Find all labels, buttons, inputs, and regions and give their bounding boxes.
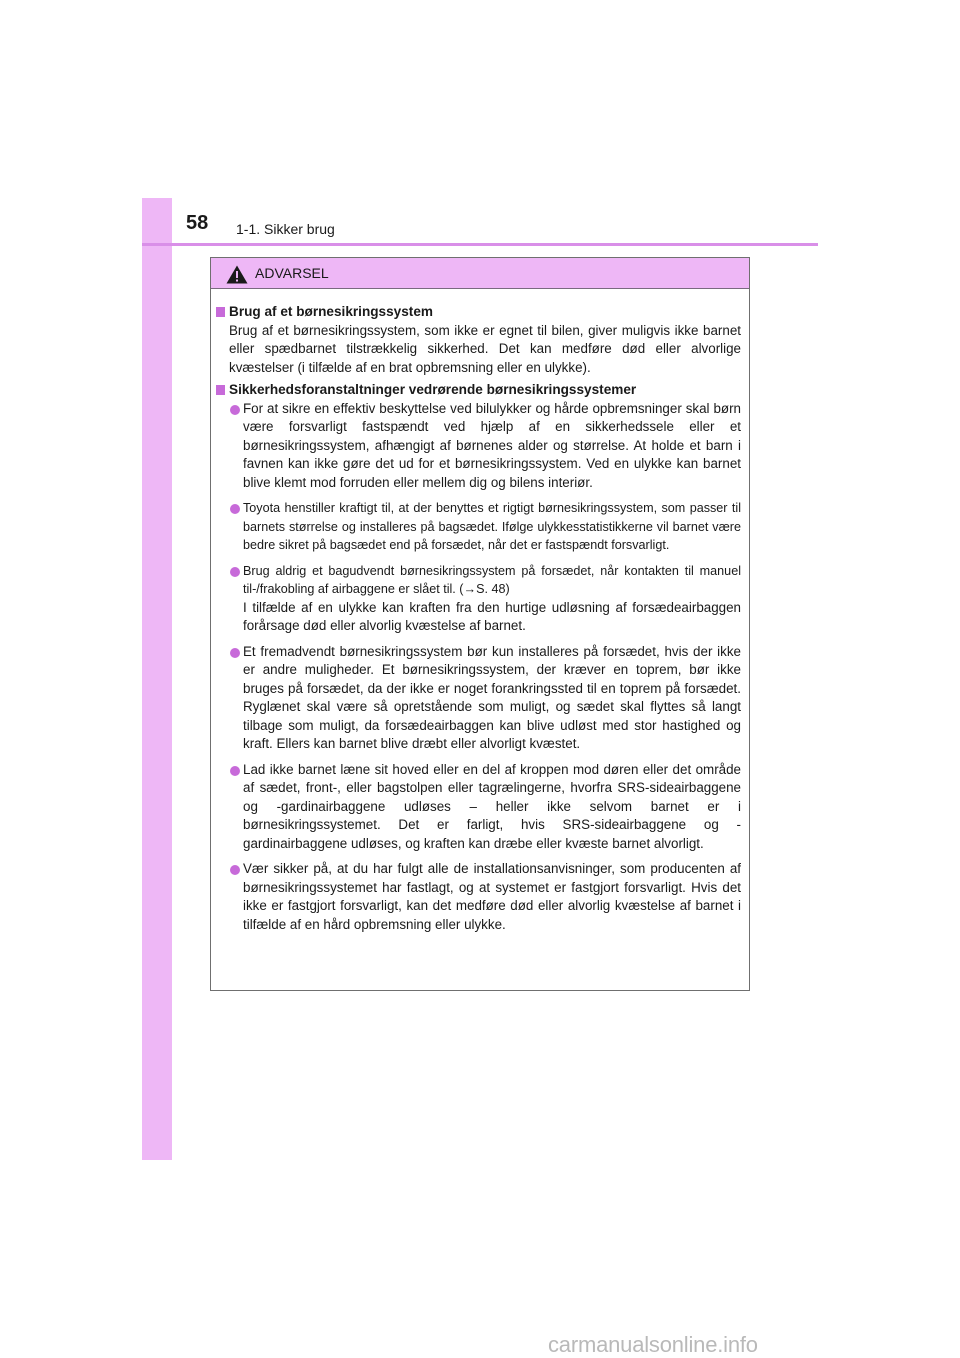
bullet-item-2: Toyota henstiller kraftigt til, at der benyttes et rigtigt børnesikringssystem, som passer til barnets størrelse og installeres på bagsædet. Ifølge ulykkesstatistikkerne vil barnet være bedre sikret på bagsædet end på forsædet, når det er fastspændt forsvarligt. [216,499,741,555]
bullet-item-1: For at sikre en effektiv beskyttelse ved bilulykker og hårde opbremsninger skal børn være forsvarligt fastspændt ved hjælp af en sikkerhedssele eller et børnesikringssystem, afhængigt af børnenes alder og størrelse. At holde et barn i favnen kan ikke gøre det ud for et børnesikringssystem. Ved en ulykke kan barnet blive klemt mod forruden eller mellem dig og bilens interiør. [216,400,741,493]
section-title: 1-1. Sikker brug [236,221,335,237]
circle-bullet-icon [230,865,240,875]
square-bullet-icon [216,307,225,317]
warning-header [211,258,749,289]
header-rule [142,243,818,246]
bullet-item-4: Et fremadvendt børnesikringssystem bør kun installeres på forsædet, hvis der ikke er andre muligheder. Et børnesikringssystem, der kræver en toprem, bør ikke bruges på forsædet, da der ikke er noget forankringssted til en toprem på forsædet. Ryglænet skal være så opretstående som muligt, og sædet skal flyttes så langt tilbage som muligt, da forsædeairbaggen kan blive udløst med stor hastighed og kraft. Ellers kan barnet blive dræbt eller alvorligt kvæstet. [216,643,741,754]
bullet-item-6: Vær sikker på, at du har fulgt alle de installationsanvisninger, som producenten af børnesikringssystemet har fastlagt, og at systemet er fastgjort forsvarligt. Hvis det ikke er fastgjort forsvarligt, kan det medføre død eller alvorlig kvæstelse af barnet i tilfælde af en hård opbremsning eller ulykke. [216,860,741,934]
circle-bullet-icon [230,567,240,577]
page-number: 58 [186,212,209,234]
section-heading-1: Brug af et børnesikringssystem [216,303,741,322]
section-text-1: Brug af et børnesikringssystem, som ikke er egnet til bilen, giver muligvis ikke barnet eller spædbarnet tilstrækkelig sikkerhed. Det kan medføre død eller alvorlige kvæstelser (i tilfælde af en brat opbremsning eller en ulykke). [229,322,741,375]
warning-title: ADVARSEL [255,265,329,281]
circle-bullet-icon [230,405,240,415]
circle-bullet-icon [230,648,240,658]
square-bullet-icon [216,385,225,395]
section-heading-2: Sikkerhedsforanstaltninger vedrørende børnesikringssystemer [216,381,741,400]
bullet-item-3: Brug aldrig et bagudvendt børnesikringssystem på forsædet, når kontakten til manuel til-/frakobling af airbaggene er slået til. (→S. 48) I tilfælde af en ulykke kan kraften fra den hurtige udløsning af forsædeairbaggen forårsage død eller alvorlig kvæstelse af barnet. [216,562,741,636]
warning-body [211,289,749,934]
side-color-band [142,198,172,1160]
warning-box [210,257,750,991]
warning-triangle-icon [226,265,248,284]
circle-bullet-icon [230,766,240,776]
circle-bullet-icon [230,504,240,514]
bullet-item-5: Lad ikke barnet læne sit hoved eller en del af kroppen mod døren eller det område af sædet, front-, eller bagstolpen eller tagrælingerne, hvorfra SRS-sideairbaggene og -gardinairbaggene udløses – heller ikke selvom barnet er i børnesikringssystemet. Det er farligt, hvis SRS-sideairbaggene og -gardinairbaggene udløses, og kraften kan dræbe eller kvæste barnet alvorligt. [216,761,741,854]
watermark-link[interactable]: carmanualsonline.info [548,1332,758,1357]
